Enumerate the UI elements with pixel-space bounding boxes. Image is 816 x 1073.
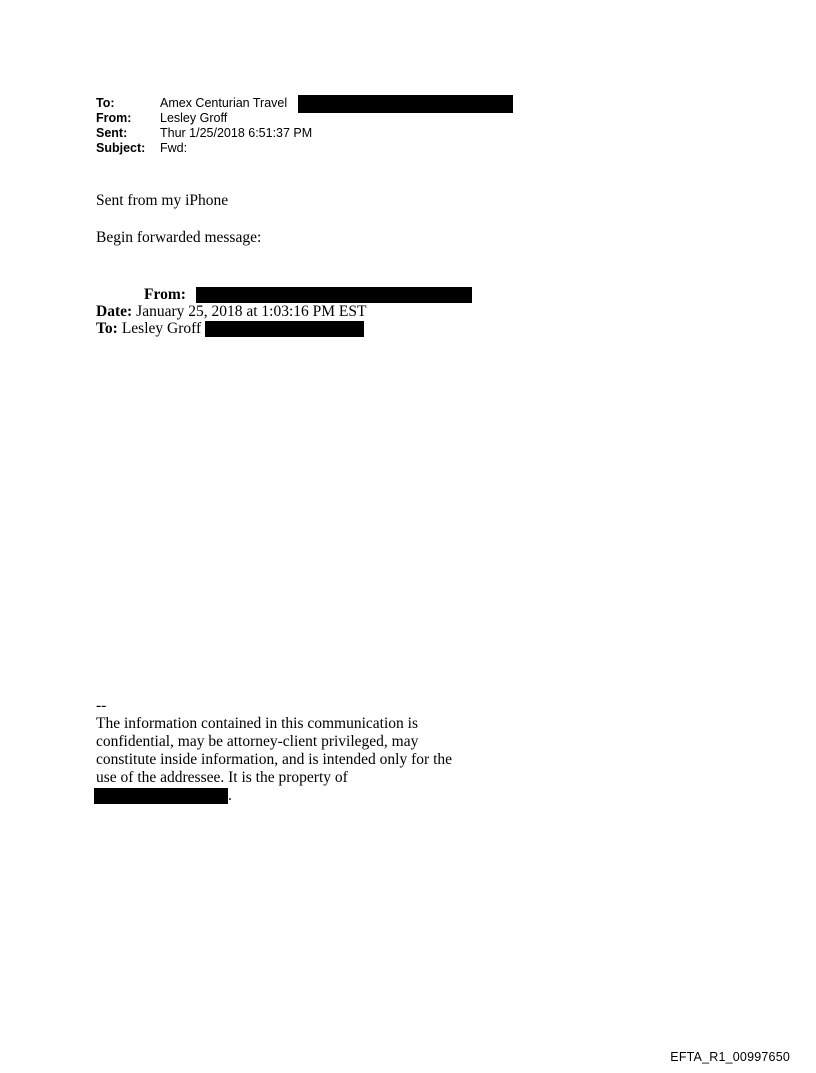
footer-separator: -- — [96, 697, 107, 714]
forwarded-date-row — [96, 303, 472, 320]
forwarded-from-label: From: — [144, 286, 186, 303]
redaction-box — [298, 95, 513, 113]
forwarded-header — [96, 286, 472, 337]
header-to-row — [96, 96, 312, 111]
forwarded-date-label: Date: — [96, 303, 133, 320]
header-sent-row — [96, 126, 312, 141]
forwarded-from-row — [96, 286, 472, 303]
header-to-label: To: — [96, 96, 115, 110]
header-to-text: Amex Centurian Travel — [160, 96, 288, 110]
header-sent-value: Thur 1/25/2018 6:51:37 PM — [160, 126, 313, 140]
header-to-value — [160, 96, 287, 111]
body-line-begin-forwarded: Begin forwarded message: — [96, 229, 262, 246]
header-from-value: Lesley Groff — [160, 111, 228, 125]
header-subject-label: Subject: — [96, 141, 146, 155]
email-header — [96, 96, 312, 156]
forwarded-to-value: Lesley Groff — [121, 320, 202, 337]
document-id: EFTA_R1_00997650 — [670, 1050, 790, 1064]
disclaimer-footer — [96, 697, 456, 805]
footer-redaction-line — [96, 787, 456, 805]
forwarded-to-label: To: — [96, 320, 118, 337]
header-subject-row — [96, 141, 312, 156]
body-line-sent-from: Sent from my iPhone — [96, 192, 229, 209]
redaction-box — [94, 788, 228, 804]
forwarded-to-row — [96, 320, 472, 337]
forwarded-date-value: January 25, 2018 at 1:03:16 PM EST — [136, 303, 367, 320]
footer-disclaimer: The information contained in this communication is confidential, may be attorney-client privileged, may constitute inside information, and is intended only for the use of the addressee. It is the property of — [96, 715, 453, 786]
redaction-box — [196, 287, 472, 303]
header-subject-value: Fwd: — [160, 141, 188, 155]
footer-end-punct: . — [228, 787, 232, 804]
redaction-box — [205, 321, 364, 337]
header-sent-label: Sent: — [96, 126, 128, 140]
header-from-row — [96, 111, 312, 126]
header-from-label: From: — [96, 111, 132, 125]
